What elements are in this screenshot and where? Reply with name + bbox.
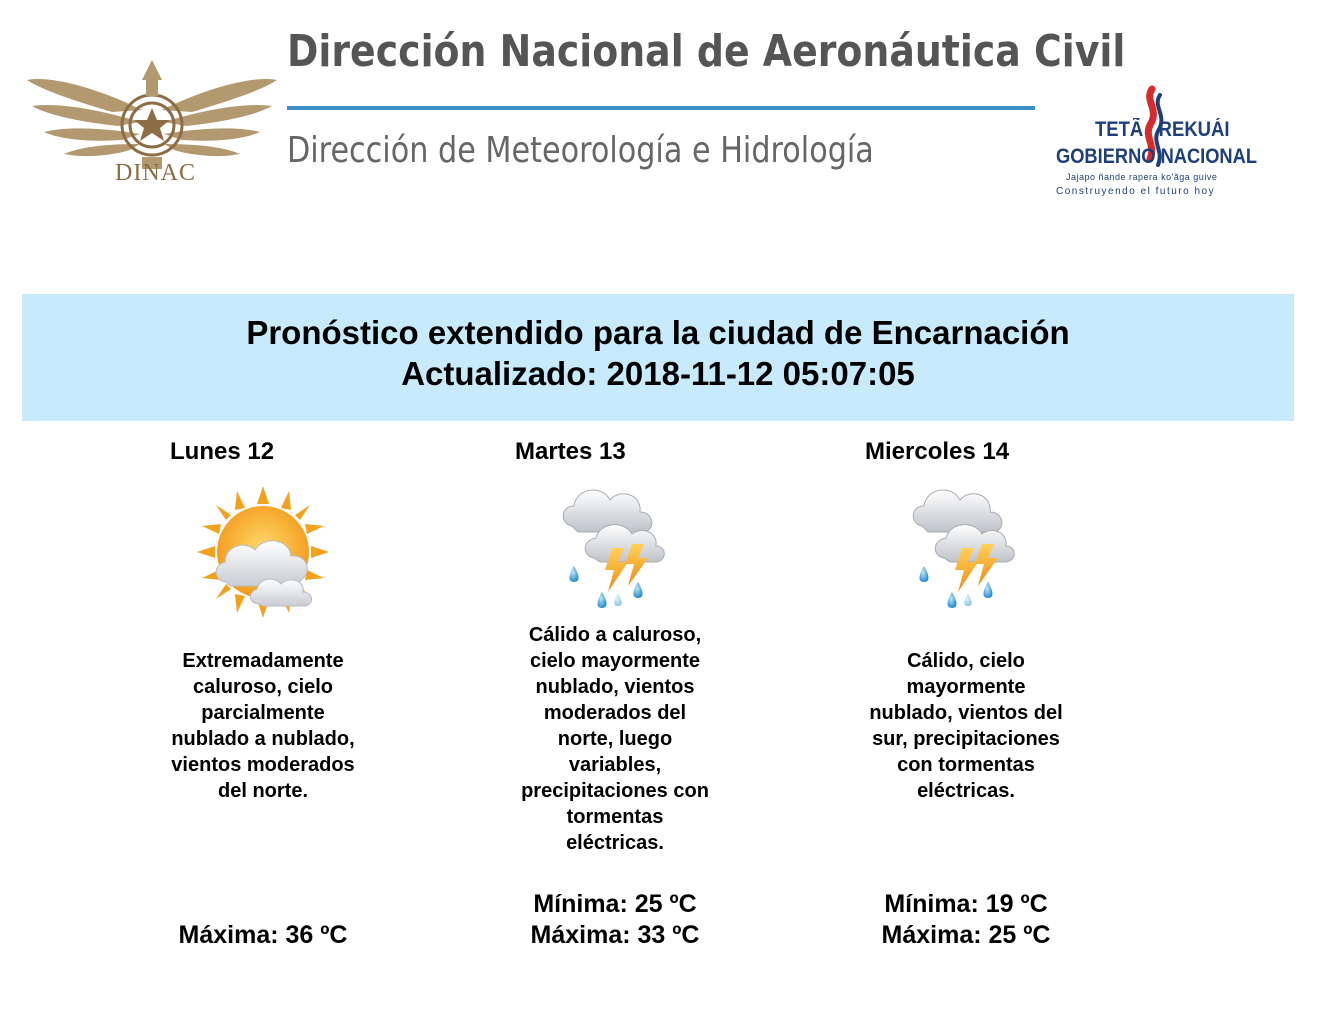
gov-logo-nacional: NACIONAL bbox=[1160, 145, 1257, 168]
gov-logo-teta: TETÃ bbox=[1095, 118, 1144, 141]
header bbox=[0, 0, 1325, 230]
day-name: Martes 13 bbox=[515, 438, 626, 465]
header-divider bbox=[287, 106, 1035, 110]
thunderstorm-rain-icon bbox=[550, 482, 690, 622]
agency-subtitle: Dirección de Meteorología e Hidrología bbox=[287, 130, 874, 171]
partly-cloudy-sun-icon bbox=[193, 482, 333, 622]
max-temperature: Máxima: 33 ºC bbox=[530, 921, 700, 949]
dinac-logo-text: DINAC bbox=[115, 160, 196, 186]
forecast-day bbox=[458, 430, 758, 990]
updated-timestamp: Actualizado: 2018-11-12 05:07:05 bbox=[401, 355, 915, 392]
gov-logo-line1 bbox=[1095, 118, 1230, 142]
gov-logo-gobierno: GOBIERNO bbox=[1056, 145, 1156, 168]
agency-title: Dirección Nacional de Aeronáutica Civil bbox=[287, 26, 1126, 77]
forecast-description: Cálido a caluroso, cielo mayormente nublado, vientos moderados del norte, luego variables, precipitaciones con tormentas eléctricas. bbox=[521, 624, 709, 854]
day-name: Miercoles 14 bbox=[865, 438, 1010, 465]
day-name: Lunes 12 bbox=[170, 438, 275, 465]
forecast-day bbox=[808, 430, 1108, 990]
forecast-description: Extremadamente caluroso, cielo parcialmente nublado a nublado, vientos moderados del norte. bbox=[171, 650, 355, 802]
forecast-title: Pronóstico extendido para la ciudad de Encarnación bbox=[246, 314, 1070, 351]
max-temperature: Máxima: 36 ºC bbox=[178, 921, 348, 949]
min-temperature: Mínima: 19 ºC bbox=[884, 890, 1048, 918]
gov-logo-tagline-guarani: Jajapo ñande rapera ko'ãga guive bbox=[1066, 172, 1218, 182]
max-temperature: Máxima: 25 ºC bbox=[881, 921, 1051, 949]
forecast-day bbox=[113, 430, 413, 990]
gov-logo-line2 bbox=[1056, 145, 1257, 169]
gov-logo-tagline-spanish: Construyendo el futuro hoy bbox=[1056, 186, 1216, 197]
thunderstorm-rain-icon bbox=[900, 482, 1040, 622]
forecast-banner bbox=[22, 294, 1294, 421]
min-temperature: Mínima: 25 ºC bbox=[533, 890, 697, 918]
gov-logo-rekuai: REKUÁI bbox=[1158, 118, 1230, 141]
forecast-description: Cálido, cielo mayormente nublado, vientos del sur, precipitaciones con tormentas eléctricas. bbox=[869, 650, 1063, 802]
